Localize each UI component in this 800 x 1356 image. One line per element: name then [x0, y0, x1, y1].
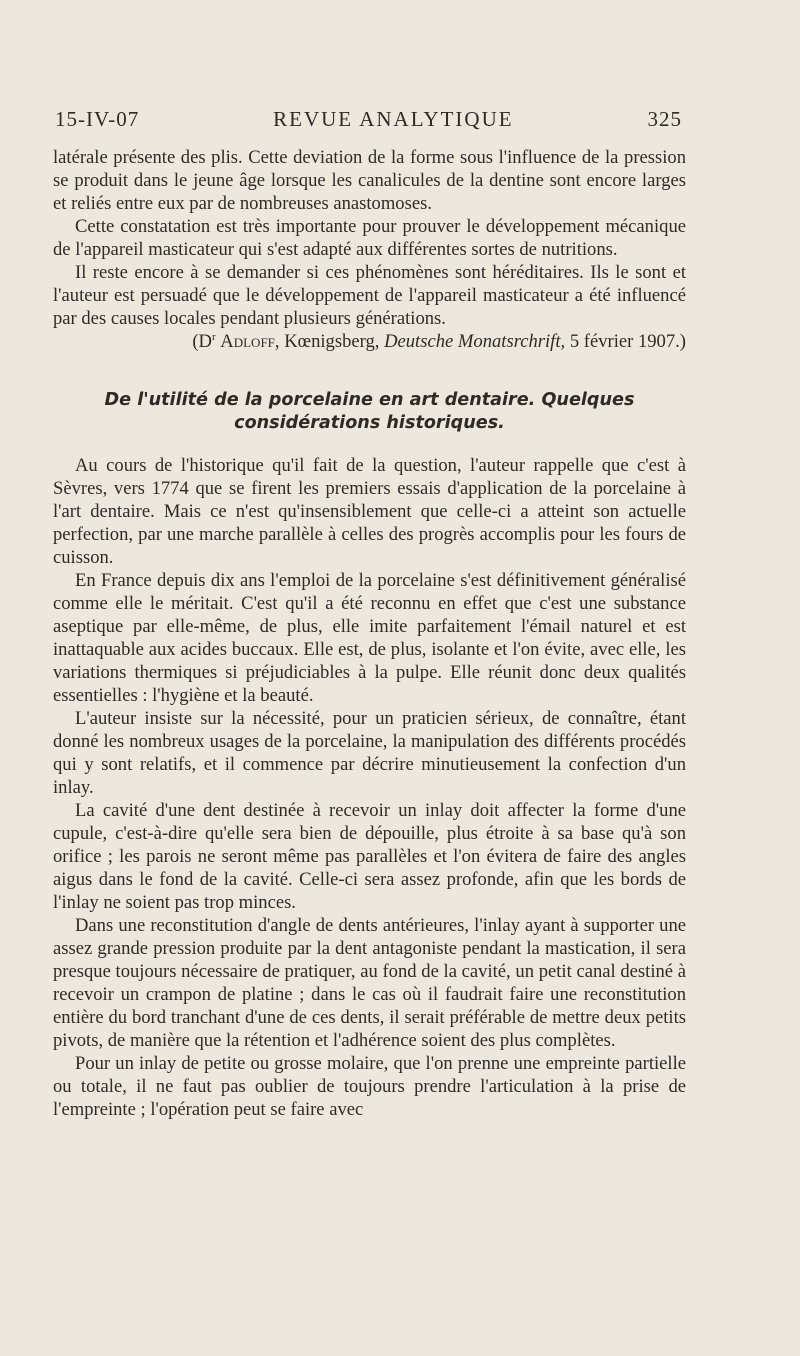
paragraph: L'auteur insiste sur la nécessité, pour un praticien sérieux, de connaître, étant donné les nombreux usages de la porcelaine, la manipulation des différents procédés qui y sont relatifs, et il commence par décrire minutieusement la confection d'un inlay. [53, 708, 686, 798]
paragraph: Pour un inlay de petite ou grosse molaire, que l'on prenne une empreinte partielle ou totale, il ne faut pas oublier de toujours prendre l'articulation à la prise de l'empreinte ; l'opération peut se faire avec [53, 1053, 686, 1120]
citation-open: (D [192, 331, 212, 352]
paragraph: Cette constatation est très importante pour prouver le développement mécanique de l'appareil masticateur qui s'est adapté aux différentes sortes de nutritions. [53, 216, 686, 260]
paragraph: Au cours de l'historique qu'il fait de la question, l'auteur rappelle que c'est à Sèvres, vers 1774 que se firent les premiers essais d'application de la porcelaine à l'art dentaire. Mais ce n'est qu'insensiblement que celle-ci a atteint son actuelle perfection, par une marche parallèle à celles des progrès accomplis pour les fours de cuisson. [53, 455, 686, 568]
citation-date: 5 février 1907.) [569, 331, 686, 352]
article-title: De l'utilité de la porcelaine en art dentaire. Quelques considérations historiques. [104, 390, 635, 433]
running-header [55, 107, 682, 132]
paragraph: Dans une reconstitution d'angle de dents antérieures, l'inlay ayant à supporter une assez grande pression produite par la dent antagoniste pendant la mastication, il sera presque toujours nécessaire de pratiquer, au fond de la cavité, un petit canal destiné à recevoir un crampon de platine ; dans le cas où il faudrait faire une reconstitution entière du bord tranchant d'une de ces dents, il serait préférable de mettre deux petits pivots, de manière que la rétention et l'adhérence soient des plus complètes. [53, 915, 686, 1051]
citation-journal: Deutsche Monatsrchrift, [384, 331, 566, 352]
page-number: 325 [647, 107, 682, 131]
paragraph: Il reste encore à se demander si ces phénomènes sont héréditaires. Ils le sont et l'auteur est persuadé que le développement de l'appareil masticateur a été influencé par des causes locales pendant plusieurs générations. [53, 262, 686, 329]
citation-author: Adloff, [220, 331, 280, 352]
paragraph: latérale présente des plis. Cette deviation de la forme sous l'influence de la pression se produit dans le jeune âge lorsque les canalicules de la dentine sont encore larges et reliés entre eux par de nombreuses anastomoses. [53, 147, 686, 214]
page-body [53, 146, 686, 1121]
paragraph: La cavité d'une dent destinée à recevoir un inlay doit affecter la forme d'une cupule, c'est-à-dire qu'elle sera bien de dépouille, plus étroite à sa base qu'à son orifice ; les parois ne seront même pas parallèles et l'on évitera de faire des angles aigus dans le fond de la cavité. Celle-ci sera assez profonde, afin que les bords de l'inlay ne soient pas trop minces. [53, 800, 686, 913]
citation-title-sup: r [211, 330, 216, 343]
issue-date: 15-IV-07 [55, 107, 140, 131]
paragraph: En France depuis dix ans l'emploi de la porcelaine s'est définitivement généralisé comme elle le méritait. C'est qu'il a été reconnu en effet que c'est une substance aseptique par elle-même, de plus, elle imite parfaitement l'émail naturel et est inattaquable aux acides buccaux. Elle est, de plus, isolante et l'on évite, avec elle, les variations thermiques si préjudiciables à la pulpe. Elle réunit donc deux qualités essentielles : l'hygiène et la beauté. [53, 570, 686, 706]
citation-place: Kœnigsberg, [284, 331, 380, 352]
journal-section-title: REVUE ANALYTIQUE [273, 107, 514, 131]
citation [53, 330, 686, 353]
